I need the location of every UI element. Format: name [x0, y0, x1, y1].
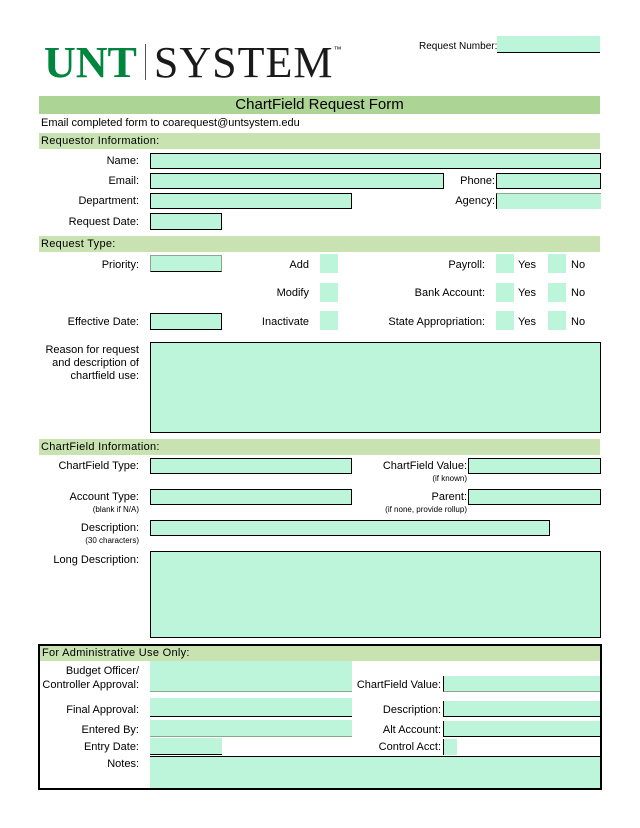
chartfield-type-field[interactable]: [150, 458, 352, 474]
bank-account-yes-label: Yes: [518, 287, 536, 299]
requestor-section-header: Requestor Information:: [39, 133, 600, 149]
final-approval-field[interactable]: [150, 698, 352, 717]
account-type-hint: (blank if N/A): [92, 505, 139, 514]
long-description-label: Long Description:: [53, 554, 139, 566]
priority-label: Priority:: [101, 259, 139, 271]
parent-label: Parent:: [431, 491, 467, 503]
admin-description-label: Description:: [382, 704, 441, 716]
reason-label-line-3: chartfield use:: [70, 370, 139, 382]
payroll-no-box[interactable]: [548, 254, 566, 273]
logo-divider: [145, 44, 146, 80]
payroll-no-label: No: [571, 259, 586, 271]
agency-field[interactable]: [496, 193, 601, 209]
agency-label: Agency:: [455, 195, 495, 207]
name-label: Name:: [106, 155, 139, 167]
phone-label: Phone:: [460, 175, 495, 187]
reason-label-line-2: and description of: [52, 357, 139, 369]
logo-system: SYSTEM: [153, 38, 334, 87]
name-field[interactable]: [150, 153, 601, 169]
form-title: ChartField Request Form: [235, 96, 404, 113]
logo-trademark: ™: [333, 45, 343, 54]
budget-approval-label-line-1: Budget Officer/: [65, 665, 139, 677]
state-appropriation-label: State Appropriation:: [388, 316, 485, 328]
add-checkbox[interactable]: [320, 254, 338, 273]
unt-system-logo: [44, 40, 343, 86]
email-field[interactable]: [150, 173, 444, 189]
chartfield-value-label: ChartField Value:: [382, 460, 467, 472]
effective-date-label: Effective Date:: [67, 316, 139, 328]
department-field[interactable]: [150, 193, 352, 209]
description-field[interactable]: [150, 520, 550, 536]
chartfield-section-header: ChartField Information:: [39, 439, 600, 455]
account-type-label: Account Type:: [69, 491, 139, 503]
entry-date-label: Entry Date:: [83, 741, 139, 753]
phone-field[interactable]: [496, 173, 601, 189]
entered-by-field[interactable]: [150, 720, 352, 737]
description-hint: (30 characters): [85, 536, 139, 545]
state-appropriation-no-box[interactable]: [548, 311, 566, 330]
email-label: Email:: [108, 175, 139, 187]
alt-account-field[interactable]: [443, 721, 600, 737]
bank-account-label: Bank Account:: [414, 287, 485, 299]
admin-chartfield-value-label: ChartField Value:: [356, 679, 441, 691]
description-label: Description:: [80, 522, 139, 534]
request-date-label: Request Date:: [68, 216, 139, 228]
entered-by-label: Entered By:: [81, 724, 139, 736]
account-type-field[interactable]: [150, 489, 352, 505]
entry-date-field[interactable]: [150, 738, 222, 755]
notes-field[interactable]: [150, 756, 600, 788]
state-appropriation-no-label: No: [571, 316, 586, 328]
request-date-field[interactable]: [150, 213, 222, 230]
state-appropriation-yes-box[interactable]: [496, 311, 514, 330]
logo-unt: UNT: [44, 38, 137, 87]
payroll-yes-box[interactable]: [496, 254, 514, 273]
reason-label-line-1: Reason for request: [45, 344, 139, 356]
alt-account-label: Alt Account:: [382, 724, 441, 736]
admin-description-field[interactable]: [443, 701, 600, 717]
department-label: Department:: [78, 195, 139, 207]
modify-checkbox[interactable]: [320, 283, 338, 302]
payroll-label: Payroll:: [448, 259, 485, 271]
notes-label: Notes:: [107, 758, 139, 770]
chartfield-type-label: ChartField Type:: [58, 460, 139, 472]
state-appropriation-yes-label: Yes: [518, 316, 536, 328]
long-description-textarea[interactable]: [150, 551, 601, 638]
modify-label: Modify: [276, 287, 309, 299]
budget-approval-label-line-2: Controller Approval:: [42, 679, 139, 691]
final-approval-label: Final Approval:: [66, 704, 139, 716]
email-note: Email completed form to coarequest@untsystem.edu: [41, 117, 300, 129]
parent-hint: (if none, provide rollup): [385, 505, 467, 514]
reason-textarea[interactable]: [150, 342, 601, 433]
control-acct-label: Control Acct:: [378, 741, 441, 753]
inactivate-label: Inactivate: [261, 316, 309, 328]
admin-section-header: For Administrative Use Only:: [40, 646, 600, 661]
bank-account-no-label: No: [571, 287, 586, 299]
add-label: Add: [289, 259, 309, 271]
request-type-section-header: Request Type:: [39, 236, 600, 252]
priority-field[interactable]: [150, 255, 222, 272]
request-number-label: Request Number:: [419, 41, 498, 52]
effective-date-field[interactable]: [150, 313, 222, 330]
bank-account-no-box[interactable]: [548, 283, 566, 302]
chartfield-value-hint: (if known): [432, 474, 467, 483]
bank-account-yes-box[interactable]: [496, 283, 514, 302]
admin-chartfield-value-field[interactable]: [443, 676, 600, 692]
payroll-yes-label: Yes: [518, 259, 536, 271]
request-number-field[interactable]: [497, 36, 600, 53]
control-acct-field[interactable]: [443, 739, 457, 755]
budget-approval-field[interactable]: [150, 661, 352, 692]
chartfield-value-field[interactable]: [468, 458, 601, 474]
inactivate-checkbox[interactable]: [320, 311, 338, 330]
parent-field[interactable]: [468, 489, 601, 505]
